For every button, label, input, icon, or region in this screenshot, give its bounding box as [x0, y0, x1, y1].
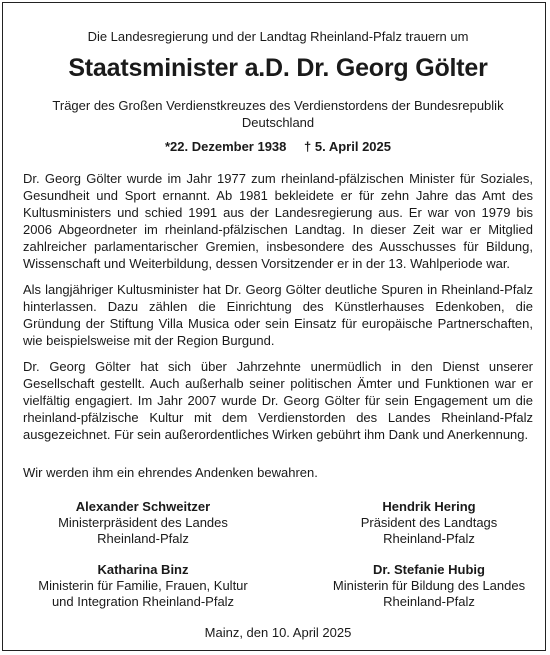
signatory-name: Dr. Stefanie Hubig [373, 562, 485, 577]
life-dates [23, 139, 533, 155]
signatory-role: Ministerpräsident des Landes Rheinland-Pfalz [58, 515, 228, 546]
signatory-hubig [309, 562, 549, 610]
signatory-binz [23, 562, 263, 610]
body-paragraph-engagement: Dr. Georg Gölter hat sich über Jahrzehnte unermüdlich in den Dienst unserer Gesellschaft gestellt. Auch außerhalb seiner politischen Ämter und Funktionen war er vielfältig engagiert. Im Jahr 2007 wurde Dr. Georg Gölter für sein Engagement um die rheinland-pfälzische Kultur mit dem Verdienstorden des Landes Rheinland-Pfalz ausgezeichnet. Für sein außerordentliches Wirken gebührt ihm Dank und Anerkennung. [23, 359, 533, 442]
signatory-hering [309, 499, 549, 547]
signatory-role: Präsident des Landtags Rheinland-Pfalz [360, 515, 498, 546]
signatory-schweitzer [23, 499, 263, 547]
signatory-name: Katharina Binz [97, 562, 189, 577]
birth-date: *22. Dezember 1938 [164, 139, 287, 154]
closing-line: Wir werden ihm ein ehrendes Andenken bewahren. [23, 465, 318, 480]
award-line: Träger des Großen Verdienstkreuzes des Verdienstordens der Bundesrepublik Deutschland [52, 98, 504, 130]
body-paragraph-legacy: Als langjähriger Kultusminister hat Dr. Georg Gölter deutliche Spuren in Rheinland-Pfalz hinterlassen. Dazu zählen die Einrichtung des Künstlerhauses Edenkoben, die Gründung der Stiftung Villa Musica oder sein Einsatz für europäische Partnerschaften, wie beispielsweise mit der Region Burgund. [23, 282, 533, 348]
place-and-date: Mainz, den 10. April 2025 [204, 625, 352, 640]
body-paragraph-career: Dr. Georg Gölter wurde im Jahr 1977 zum rheinland-pfälzischen Minister für Soziales, Gesundheit und Sport ernannt. Ab 1981 bekleidete er für zehn Jahre das Amt des Kultusministers und schied 1991 aus der Landesregierung aus. Er war von 1979 bis 2006 Abgeordneter im rheinland-pfälzischen Landtag. In dieser Zeit war er Mitglied zahlreicher parlamentarischer Gremien, insbesondere des Ausschusses für Bildung, Wissenschaft und Weiterbildung, dessen Vorsitzender er in der 13. Wahlperiode war. [23, 171, 533, 271]
signatory-name: Alexander Schweitzer [75, 499, 211, 514]
intro-line: Die Landesregierung und der Landtag Rheinland-Pfalz trauern um [87, 29, 469, 44]
signatory-role: Ministerin für Familie, Frauen, Kultur und Integration Rheinland-Pfalz [38, 578, 248, 609]
signatory-role: Ministerin für Bildung des Landes Rheinland-Pfalz [332, 578, 526, 609]
signatory-name: Hendrik Hering [382, 499, 476, 514]
deceased-name-headline: Staatsminister a.D. Dr. Georg Gölter [68, 54, 488, 82]
obituary-frame [2, 2, 546, 651]
death-date: † 5. April 2025 [304, 139, 391, 154]
